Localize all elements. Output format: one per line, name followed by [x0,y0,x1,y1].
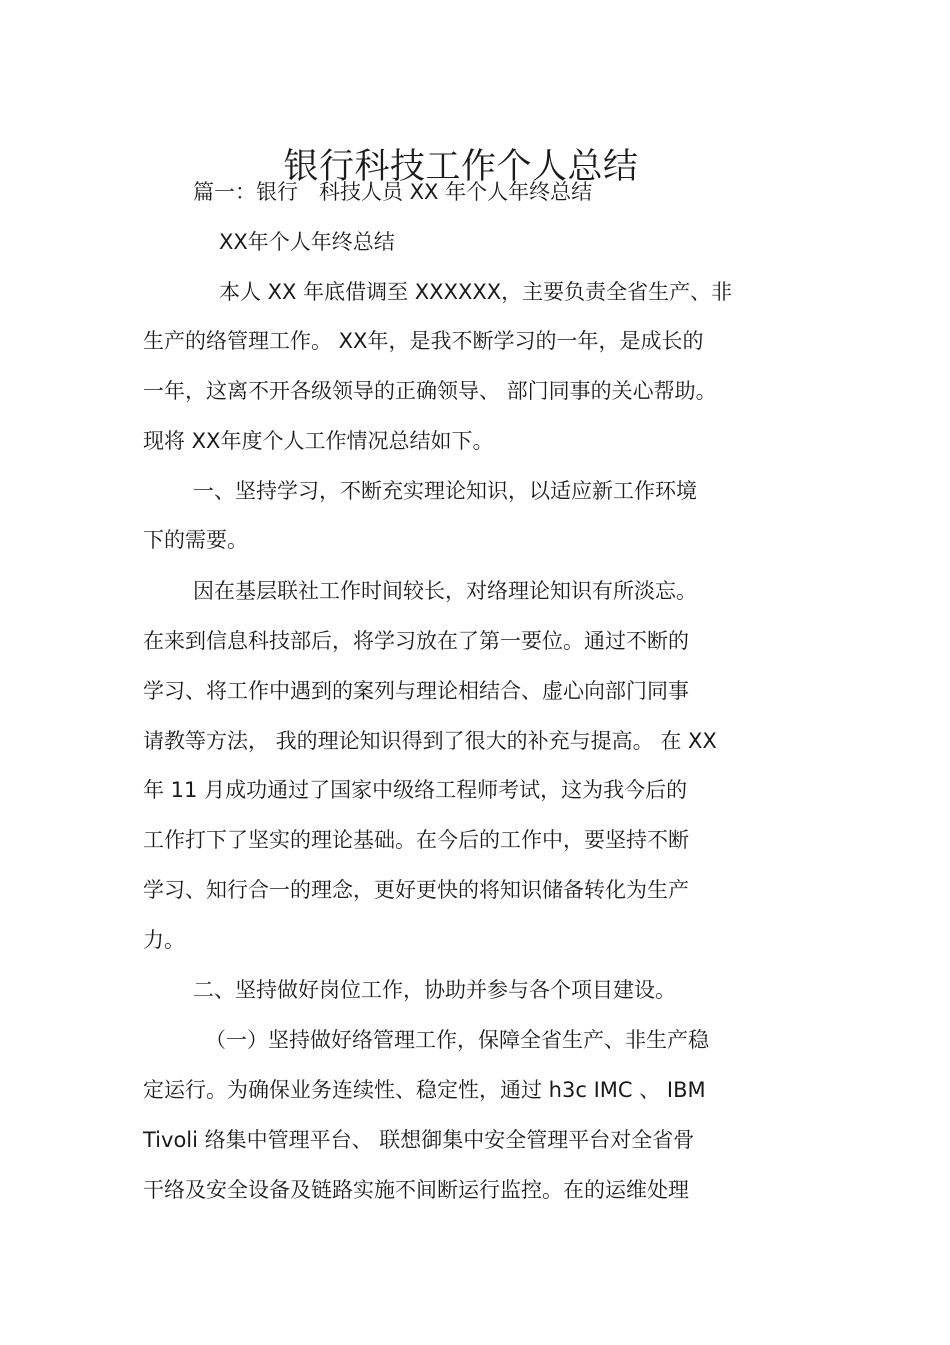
paragraph-line: 现将 XX年度个人工作情况总结如下。 [143,429,494,453]
paragraph-line: 学习、知行合一的理念，更好更快的将知识储备转化为生产 [143,878,689,902]
paragraph-line: Tivoli 络集中管理平台、 联想御集中安全管理平台对全省骨 [143,1128,695,1152]
paragraph-line: 一、坚持学习，不断充实理论知识，以适应新工作环境 [193,479,697,503]
paragraph-line: 工作打下了坚实的理论基础。在今后的工作中，要坚持不断 [143,828,689,852]
paragraph-line: 二、坚持做好岗位工作，协助并参与各个项目建设。 [193,978,676,1002]
paragraph-line: （一）坚持做好络管理工作，保障全省生产、非生产稳 [205,1028,709,1052]
section-heading: 篇一：银行 科技人员 XX 年个人年终总结 [193,180,593,204]
paragraph-line: 力。 [143,928,185,952]
paragraph-line: 一年，这离不开各级领导的正确领导、 部门同事的关心帮助。 [143,379,717,403]
paragraph-line: 请教等方法， 我的理论知识得到了很大的补充与提高。 在 XX [143,729,717,753]
document-title: 银行科技工作个人总结 [283,147,639,188]
paragraph-line: 在来到信息科技部后，将学习放在了第一要位。通过不断的 [143,629,689,653]
paragraph-line: 本人 XX 年底借调至 XXXXXX，主要负责全省生产、非 [219,280,733,304]
paragraph-line: 生产的络管理工作。 XX年，是我不断学习的一年，是成长的 [143,329,704,353]
paragraph-line: 年 11 月成功通过了国家中级络工程师考试，这为我今后的 [143,778,688,802]
paragraph-line: 定运行。为确保业务连续性、稳定性，通过 h3c IMC 、 IBM [143,1078,706,1102]
sub-heading: XX年个人年终总结 [219,230,395,254]
paragraph-line: 干络及安全设备及链路实施不间断运行监控。在的运维处理 [143,1178,689,1202]
paragraph-line: 下的需要。 [143,528,248,552]
paragraph-line: 因在基层联社工作时间较长，对络理论知识有所淡忘。 [193,579,697,603]
paragraph-line: 学习、将工作中遇到的案列与理论相结合、虚心向部门同事 [143,679,689,703]
